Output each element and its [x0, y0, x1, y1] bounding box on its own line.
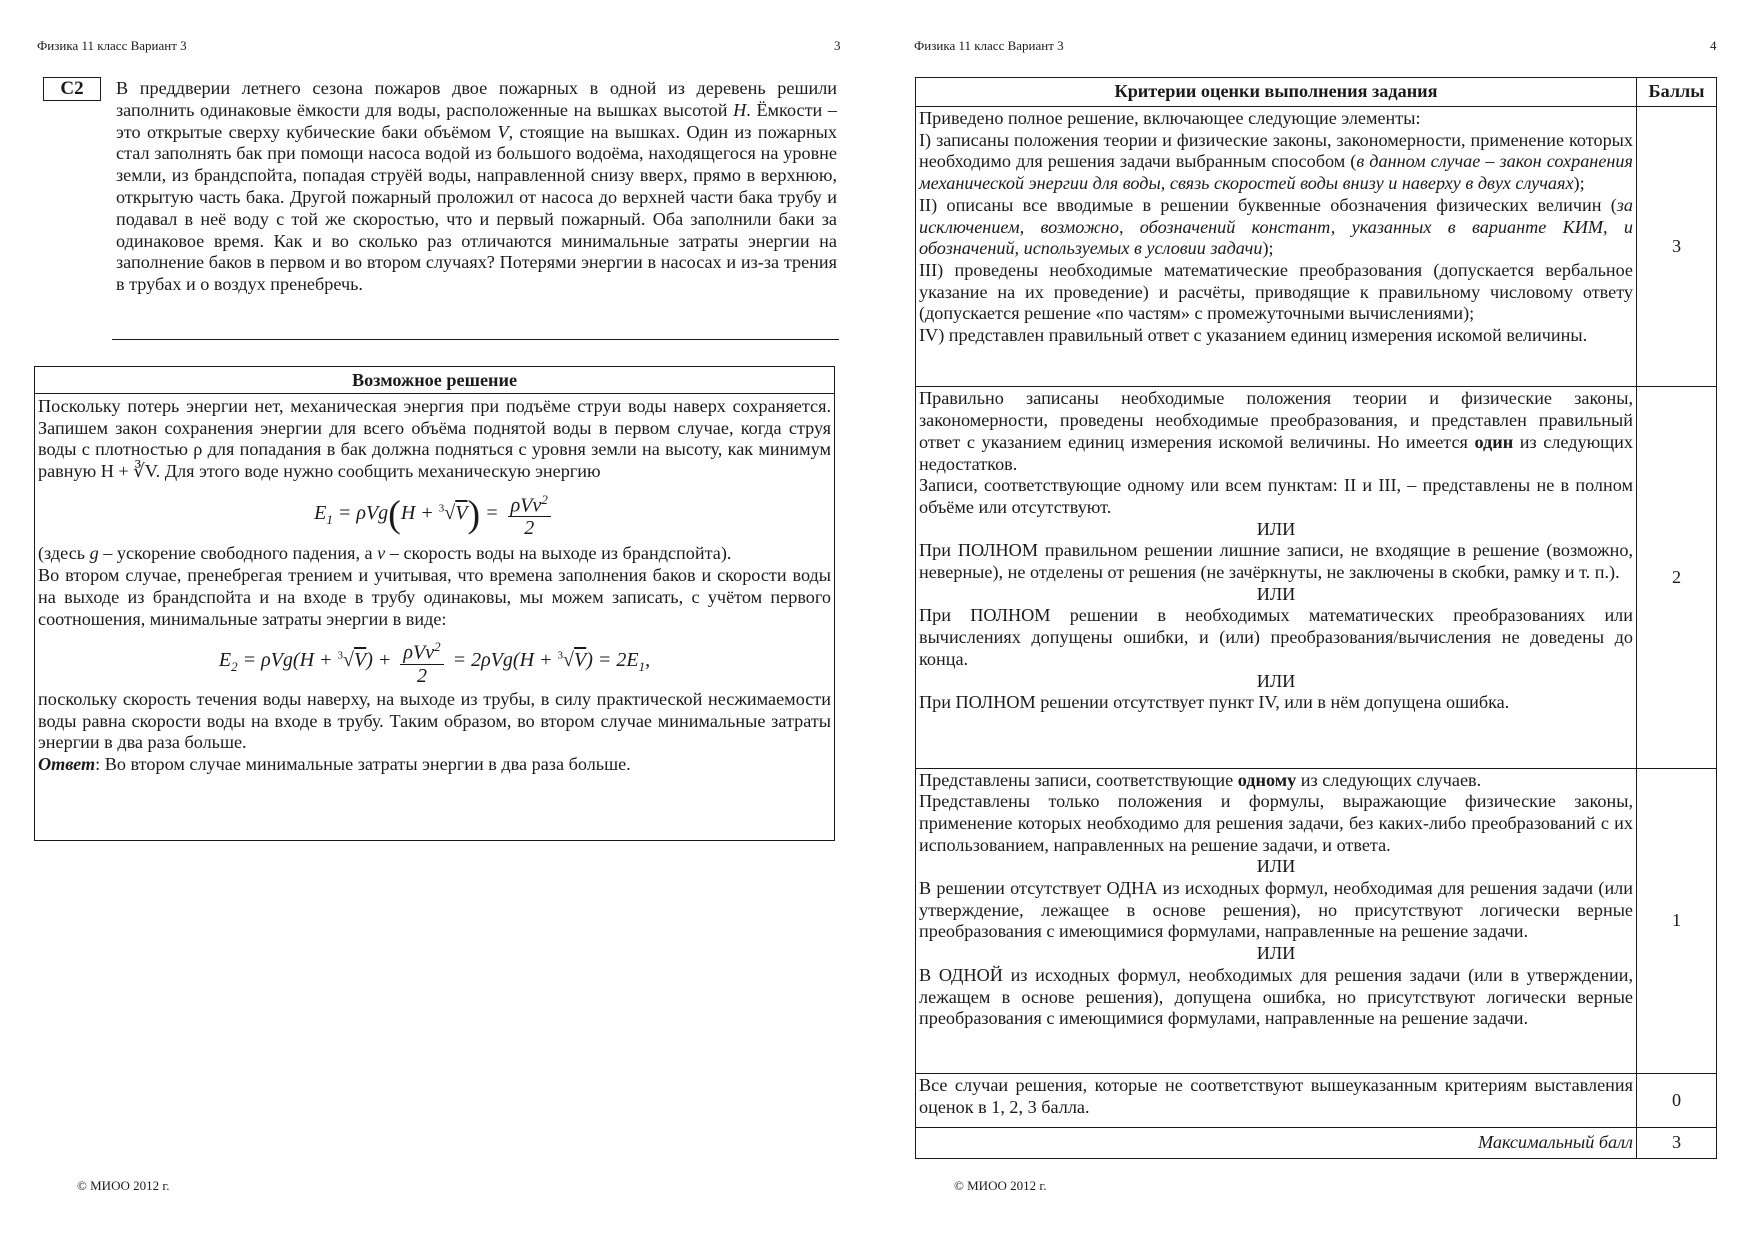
- criteria-text: В решении отсутствует ОДНА из исходных формул, необходимая для решения задачи (или утверждение, лежащее в основе решения), но присутствуют логически верные преобразования с имеющимися формулами, направленные на решение задачи.: [919, 878, 1633, 942]
- numerator-text: ρVv: [510, 494, 542, 517]
- criteria-text: [919, 388, 1633, 475]
- or-separator: ИЛИ: [1256, 856, 1296, 877]
- formula-e1: [38, 489, 831, 540]
- formula-part: ) +: [366, 649, 397, 672]
- solution-answer: [38, 754, 831, 776]
- task-divider: [112, 339, 839, 340]
- task-var-h: H: [733, 99, 747, 120]
- formula-part: ,: [645, 649, 651, 672]
- criteria-text: Приведено полное решение, включающее следующие элементы:: [919, 108, 1421, 128]
- page-number: 4: [1710, 38, 1717, 53]
- formula-part: ) = 2E: [586, 649, 639, 672]
- solution-box: [34, 366, 835, 841]
- criteria-text: из следующих недостатков.: [919, 431, 1634, 474]
- criteria-text: II) описаны все вводимые в решении буквенные обозначения физических величин (: [919, 194, 1617, 215]
- task-text-part: , стоящие на вышках. Один из пожарных стал заполнять бак при помощи насоса водой из большого водоёма, находящегося на уровне земли, из брандспойта, попадая струёй воды, направленной снизу вверх, прямо в верхнюю, открытую часть бака. Другой пожарный проложил от насоса до верхней части бака трубу и подавал в неё воду с той же скоростью, что и первый пожарный. Оба заполнили баки за одинаковое время. Как и во сколько раз отличаются минимальные затраты энергии на заполнение баков в первом и во втором случаях? Потерями энергии в насосах и из-за трения в трубах и о воздух пренебречь.: [116, 121, 837, 295]
- answer-text: : Во втором случае минимальные затраты энергии в два раза больше.: [95, 754, 631, 775]
- answer-label: Ответ: [38, 754, 96, 775]
- formula-symbol: E: [314, 501, 327, 524]
- solution-paragraph-3: Во втором случае, пренебрегая трением и учитывая, что времена заполнения баков и скорости воды на выходе из брандспойта и на входе в трубу одинаковы, мы можем записать, с учётом первого соотношения, минимальные затраты энергии в виде:: [38, 565, 831, 629]
- fraction-denominator: 2: [416, 664, 427, 687]
- page-footer: © МИОО 2012 г.: [954, 1178, 1047, 1193]
- points-column-header: Баллы: [1637, 78, 1717, 107]
- solution-paragraph-1: [38, 396, 831, 483]
- formula-e2: [38, 636, 831, 687]
- criteria-item-iii: III) проведены необходимые математические преобразования (допускается вербальное указание на их проведение) и расчёты, приводящие к правильному числовому ответу (допускается решение «по частям» с промежуточными вычислениями);: [919, 259, 1633, 324]
- or-separator: ИЛИ: [1256, 670, 1296, 691]
- solution-paragraph-2: [38, 543, 831, 565]
- root-sign: √: [444, 501, 456, 524]
- criteria-2-points: [916, 387, 1637, 768]
- criteria-3-points: [916, 107, 1637, 387]
- solution-text: Поскольку потерь энергии нет, механическая энергия при подъёме струи воды наверх сохраняется. Запишем закон сохранения энергии для всего объёма поднятой воды в первом случае, когда струя воды с плотностью ρ для попадания в бак должна подняться с уровня земли на высоту, как минимум равную: [38, 396, 831, 482]
- criteria-text: При ПОЛНОМ правильном решении лишние записи, не входящие в решение (возможно, неверные), не отделены от решения (не зачёркнуты, не заключены в скобки, рамку и т. п.).: [919, 540, 1633, 583]
- criteria-table: [915, 77, 1717, 1159]
- cube-root: [338, 649, 367, 671]
- or-separator: ИЛИ: [1256, 943, 1296, 964]
- task-text: [116, 78, 837, 296]
- solution-text: – ускорение свободного падения, а: [98, 543, 378, 564]
- solution-body: [35, 394, 834, 776]
- criteria-0-points: Все случаи решения, которые не соответствуют вышеуказанным критериям выставления оценок в 1, 2, 3 балла.: [916, 1074, 1637, 1128]
- or-separator: ИЛИ: [1256, 583, 1296, 604]
- root-index: 3: [557, 649, 564, 662]
- cube-root: [439, 502, 468, 524]
- table-row: [916, 387, 1717, 768]
- criteria-text: );: [1262, 238, 1274, 259]
- points-value: 3: [1637, 107, 1717, 387]
- max-score-row: [916, 1128, 1717, 1159]
- var-g: g: [89, 543, 99, 564]
- numerator-text: ρVv: [403, 641, 435, 664]
- fraction-denominator: 2: [524, 517, 535, 540]
- formula-part: = ρVg: [332, 501, 389, 524]
- criteria-emphasis: одному: [1237, 769, 1297, 790]
- criteria-text: );: [1573, 173, 1585, 194]
- points-value: 2: [1637, 387, 1717, 768]
- criteria-note: в данном случае – закон сохранения механической энергии для воды, связь скоростей воды внизу и наверху в двух случаях: [919, 151, 1633, 194]
- points-value: 1: [1637, 768, 1717, 1074]
- criteria-text: При ПОЛНОМ решении отсутствует пункт IV, или в нём допущена ошибка.: [919, 692, 1510, 713]
- cube-root: [558, 649, 587, 671]
- fraction-numerator: [400, 636, 443, 665]
- criteria-note: за исключением, возможно, обозначений констант, указанных в варианте КИМ, и обозначений, используемых в условии задачи: [919, 194, 1633, 259]
- table-row: [916, 768, 1717, 1074]
- criteria-text: из следующих случаев.: [1296, 769, 1482, 790]
- fraction-numerator: [508, 489, 551, 518]
- root-argument: V: [574, 649, 587, 672]
- criteria-text: Представлены только положения и формулы, выражающие физические законы, применение которых необходимо для решения задачи, без каких-либо преобразований с их использованием, направленных на решение задачи, и ответа.: [919, 791, 1633, 855]
- criteria-item-i: [919, 130, 1633, 195]
- root-argument: V: [354, 649, 367, 672]
- formula-paren: ): [467, 493, 481, 536]
- criteria-item-ii: [919, 195, 1633, 260]
- max-score-value: 3: [1637, 1128, 1717, 1159]
- table-row: [916, 1074, 1717, 1128]
- page-header: Физика 11 класс Вариант 3: [37, 38, 187, 53]
- criteria-text: [919, 770, 1633, 792]
- fraction: [400, 636, 443, 687]
- root-sign: √: [343, 649, 355, 672]
- formula-part: = ρVg(H +: [237, 649, 338, 672]
- max-score-label: Максимальный балл: [916, 1128, 1637, 1159]
- formula-subscript: 1: [638, 659, 646, 675]
- task-var-v: V: [497, 121, 509, 142]
- solution-paragraph-4: поскольку скорость течения воды наверху, на выходе из трубы, в силу практической несжимаемости воды равна скорости воды на входе в трубу. Таким образом, во втором случае минимальные затраты энергии в два раза больше.: [38, 688, 831, 753]
- criteria-text: В ОДНОЙ из исходных формул, необходимых для решения задачи (или в утверждении, лежащем в основе решения), допущена ошибка, но присутствуют логически верные преобразования с имеющимися формулами, направленные на решение задачи.: [919, 964, 1633, 1029]
- table-row: [916, 107, 1717, 387]
- numerator-power: 2: [541, 491, 548, 507]
- root-index: 3: [438, 502, 445, 515]
- task-label: С2: [43, 77, 101, 101]
- height-expression: H + ∛V: [100, 461, 156, 482]
- page-number: 3: [834, 38, 841, 53]
- criteria-text: I) записаны положения теории и физические законы, закономерности, применение которых необходимо для решения задачи выбранным способом (: [919, 129, 1633, 172]
- criteria-text: Правильно записаны необходимые положения теории и физические законы, закономерности, проведены необходимые преобразования, и представлен правильный ответ с указанием единиц измерения искомой величины. Но имеется: [919, 388, 1633, 452]
- or-separator: ИЛИ: [1256, 518, 1296, 539]
- numerator-power: 2: [434, 639, 441, 655]
- solution-text: (здесь: [38, 543, 90, 564]
- formula-part: =: [480, 501, 504, 524]
- page-header: Физика 11 класс Вариант 3: [914, 38, 1064, 53]
- root-index: 3: [337, 649, 344, 662]
- root-sign: √: [563, 649, 574, 672]
- criteria-1-point: [916, 768, 1637, 1074]
- page-footer: © МИОО 2012 г.: [77, 1178, 170, 1193]
- criteria-text: При ПОЛНОМ решении в необходимых математических преобразованиях или вычислениях допущены ошибки, и (или) преобразования/вычисления не доведены до конца.: [919, 605, 1633, 669]
- criteria-text: Представлены записи, соответствующие: [919, 769, 1238, 790]
- formula-symbol: E: [218, 649, 232, 672]
- fraction: [508, 489, 551, 540]
- formula-part: H +: [400, 501, 439, 524]
- solution-text: . Для этого воде нужно сообщить механическую энергию: [155, 461, 601, 482]
- formula-subscript: 2: [231, 659, 238, 675]
- right-page: [877, 0, 1754, 1239]
- formula-subscript: 1: [326, 511, 333, 527]
- formula-part: = 2ρVg(H +: [447, 649, 558, 672]
- criteria-text: Записи, соответствующие одному или всем пунктам: II и III, – представлены не в полном объёме или отсутствуют.: [919, 475, 1633, 517]
- formula-paren: (: [388, 493, 401, 536]
- criteria-column-header: Критерии оценки выполнения задания: [916, 78, 1637, 107]
- criteria-emphasis: один: [1474, 431, 1514, 452]
- points-value: 0: [1637, 1074, 1717, 1128]
- task-text-part: . Ёмкости – это открытые сверху кубические баки объёмом: [116, 99, 837, 142]
- table-header-row: [916, 78, 1717, 107]
- root-argument: V: [455, 501, 468, 524]
- task-text-part: В преддверии летнего сезона пожаров двое пожарных в одной из деревень решили заполнить одинаковые ёмкости для воды, расположенные на вышках высотой: [116, 78, 837, 120]
- var-v: v: [377, 543, 386, 564]
- solution-title: Возможное решение: [35, 367, 834, 394]
- criteria-item-iv: IV) представлен правильный ответ с указанием единиц измерения искомой величины.: [919, 325, 1588, 346]
- solution-text: – скорость воды на выходе из брандспойта).: [385, 543, 732, 564]
